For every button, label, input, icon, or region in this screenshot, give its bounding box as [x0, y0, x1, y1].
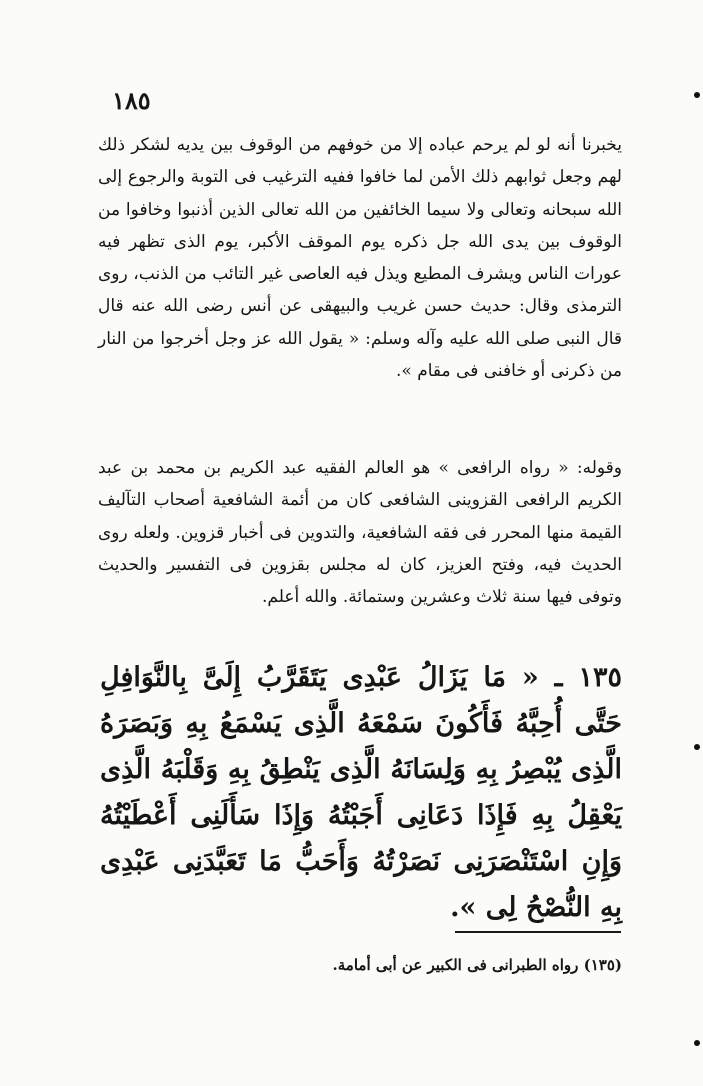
margin-dot: [694, 1040, 700, 1046]
commentary-paragraph-1: [98, 129, 622, 387]
margin-dot: [694, 744, 700, 750]
hadith-block: [100, 655, 622, 931]
footnote-divider: [455, 931, 621, 933]
commentary-paragraph-2: [98, 452, 622, 613]
commentary-text-2: وقوله: « رواه الرافعى » هو العالم الفقيه عبد الكريم بن محمد بن عبد الكريم الرافعى القزوينى الشافعى كان من أئمة الشافعية أصحاب التآليف القيمة منها المحرر فى فقه الشافعية، والتدوين فى أخبار قزوين. ولعله روى الحديث فيه، وفتح العزيز، كان له مجلس بقزوين فى التفسير والحديث وتوفى فيها سنة ثلاث وعشرين وستمائة. والله أعلم.: [98, 458, 622, 608]
margin-dot: [694, 92, 700, 98]
commentary-text-1: يخبرنا أنه لو لم يرحم عباده إلا من خوفهم من الوقوف بين يديه لشكر ذلك لهم وجعل ثوابهم ذلك الأمن لما خافوا ففيه الترغيب فى التوبة والرجوع إلى الله سبحانه وتعالى ولا سيما الخائفين من الله تعالى الذين أذنبوا وخافوا من الوقوف بين يدى الله جل ذكره يوم الموقف الأكبر، يوم الذى تظهر فيه عورات الناس ويشرف المطيع ويذل فيه العاصى غير التائب من الذنب، روى الترمذى وقال: حديث حسن غريب والبيهقى عن أنس رضى الله عنه قال قال النبى صلى الله عليه وآله وسلم: « يقول الله عز وجل أخرجوا من النار من ذكرنى أو خافنى فى مقام ».: [98, 135, 622, 382]
page-number: ١٨٥: [112, 86, 151, 115]
hadith-text: ١٣٥ ـ « مَا يَزَالُ عَبْدِى يَتَقَرَّبُ إِلَىَّ بِالنَّوَافِلِ حَتَّى أُحِبَّهُ فَأَكُونَ سَمْعَهُ الَّذِى يَسْمَعُ بِهِ وَبَصَرَهُ الَّذِى يُبْصِرُ بِهِ وَلِسَانَهُ الَّذِى يَنْطِقُ بِهِ وَقَلْبَهُ الَّذِى يَعْقِلُ بِهِ فَإِذَا دَعَانِى أَجَبْتُهُ وَإِذَا سَأَلَنِى أَعْطَيْتُهُ وَإِنِ اسْتَنْصَرَنِى نَصَرْتُهُ وَأَحَبُّ مَا تَعَبَّدَنِى عَبْدِى بِهِ النُّصْحُ لِى ».: [100, 662, 622, 923]
footnote: (١٣٥) رواه الطبرانى فى الكبير عن أبى أمامة.: [332, 956, 622, 974]
